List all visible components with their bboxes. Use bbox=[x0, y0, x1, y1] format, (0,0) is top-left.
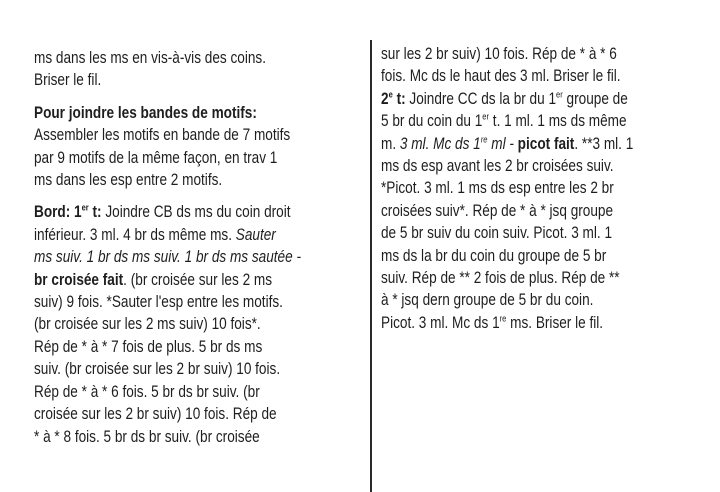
round2-line-3: m. 3 ml. Mc ds 1re ml - picot fait. **3 ml. 1 bbox=[381, 134, 634, 153]
round2-line-6: croisées suiv*. Rép de * à * jsq groupe bbox=[381, 201, 614, 220]
join-line-1: Assembler les motifs en bande de 7 motifs bbox=[34, 126, 291, 145]
bord-line-5: suiv) 9 fois. *Sauter l'esp entre les motifs. bbox=[34, 293, 283, 312]
intro-line-2: Briser le fil. bbox=[34, 71, 102, 90]
round2-line-11: Picot. 3 ml. Mc ds 1re ms. Briser le fil. bbox=[381, 313, 604, 332]
round2-line-8: ms ds la br du coin du groupe de 5 br bbox=[381, 246, 607, 265]
bord-label: Bord: 1er t: bbox=[34, 203, 102, 222]
join-line-3: ms dans les esp entre 2 motifs. bbox=[34, 171, 223, 190]
round2-line-5: *Picot. 3 ml. 1 ms ds esp entre les 2 br bbox=[381, 179, 614, 198]
bord-line-9: Rép de * à * 6 fois. 5 br ds br suiv. (br bbox=[34, 382, 260, 401]
join-heading: Pour joindre les bandes de motifs: bbox=[34, 103, 257, 122]
bord-line-7: Rép de * à * 7 fois de plus. 5 br ds ms bbox=[34, 337, 263, 356]
round2-line-1: 2e t: Joindre CC ds la br du 1er groupe de bbox=[381, 89, 628, 108]
bord-line-8: suiv. (br croisée sur les 2 br suiv) 10 fois. bbox=[34, 360, 281, 379]
round2-line-2: 5 br du coin du 1er t. 1 ml. 1 ms ds même bbox=[381, 111, 627, 131]
join-line-2: par 9 motifs de la même façon, en trav 1 bbox=[34, 148, 278, 167]
bord-line-2: inférieur. 3 ml. 4 br ds même ms. Sauter bbox=[34, 225, 276, 244]
bord-line-4: br croisée fait. (br croisée sur les 2 ms bbox=[34, 270, 273, 289]
round2-line-9: suiv. Rép de ** 2 fois de plus. Rép de ** bbox=[381, 269, 620, 288]
bord-line-11: * à * 8 fois. 5 br ds br suiv. (br croisée bbox=[34, 427, 260, 446]
round2-line-7: de 5 br suiv du coin suiv. Picot. 3 ml. 1 bbox=[381, 224, 613, 243]
bord-line-10: croisée sur les 2 br suiv) 10 fois. Rép de bbox=[34, 405, 277, 424]
bord-line-6: (br croisée sur les 2 ms suiv) 10 fois*. bbox=[34, 315, 261, 334]
round2-line-4: ms ds esp avant les 2 br croisées suiv. bbox=[381, 157, 614, 176]
left-column bbox=[34, 47, 301, 448]
right-line-1: sur les 2 br suiv) 10 fois. Rép de * à * 6 bbox=[381, 45, 617, 63]
right-column bbox=[381, 43, 633, 334]
bord-line-1: Bord: 1er t: Joindre CB ds ms du coin droit bbox=[34, 203, 291, 222]
bord-line-3: ms suiv. 1 br ds ms suiv. 1 br ds ms sautée - bbox=[34, 248, 302, 267]
round2-label: 2e t: bbox=[381, 89, 406, 108]
right-line-2: fois. Mc ds le haut des 3 ml. Briser le fil. bbox=[381, 67, 621, 86]
intro-line-1: ms dans les ms en vis-à-vis des coins. bbox=[34, 49, 266, 67]
round2-line-10: à * jsq dern groupe de 5 br du coin. bbox=[381, 291, 594, 310]
column-divider bbox=[370, 40, 372, 492]
